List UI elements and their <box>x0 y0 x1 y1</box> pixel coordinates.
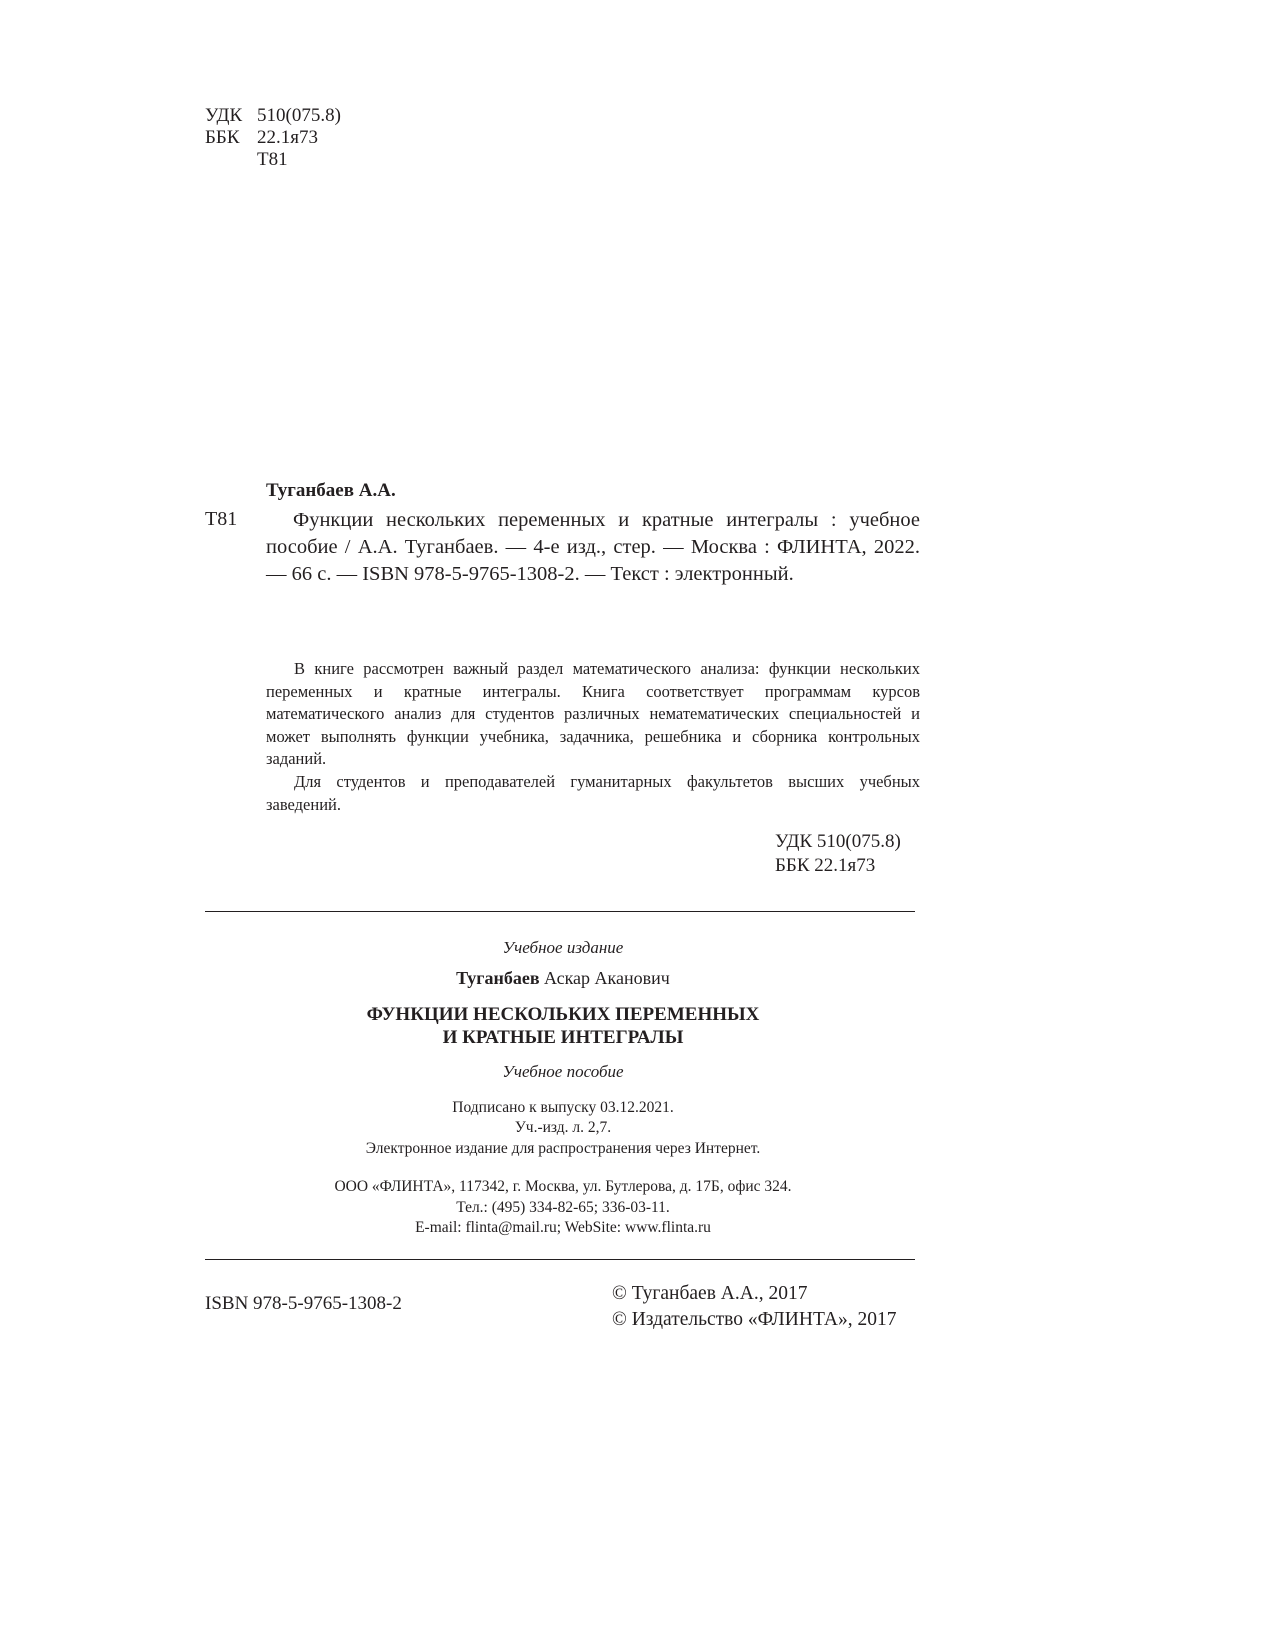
imprint-distribution: Электронное издание для распространения через Интернет. <box>365 1140 761 1157</box>
divider-top <box>205 911 915 912</box>
bbk-value: 22.1я73 <box>257 127 318 148</box>
copyright-author: © Туганбаев А.А., 2017 <box>612 1283 808 1304</box>
udk-label: УДК <box>205 105 243 126</box>
bib-record: Функции нескольких переменных и кратные интегралы : учебное пособие / А.А. Туганбаев. — 4-е изд., стер. — Москва : ФЛИНТА, 2022. — 66 с. — ISBN 978-5-9765-1308-2. — Текст : электронный. <box>266 509 920 585</box>
book-title-line-1: ФУНКЦИИ НЕСКОЛЬКИХ ПЕРЕМЕННЫХ <box>366 1004 760 1025</box>
author-surname: Туганбаев <box>456 968 540 988</box>
bbk-top <box>205 127 318 149</box>
publisher-contacts: E-mail: flinta@mail.ru; WebSite: www.flinta.ru <box>415 1219 711 1236</box>
copyright-publisher: © Издательство «ФЛИНТА», 2017 <box>612 1309 897 1330</box>
imprint-signed: Подписано к выпуску 03.12.2021. <box>452 1099 674 1116</box>
publication-type: Учебное пособие <box>502 1062 624 1081</box>
isbn: ISBN 978-5-9765-1308-2 <box>205 1293 402 1314</box>
book-title-line-2: И КРАТНЫЕ ИНТЕГРАЛЫ <box>442 1027 684 1048</box>
bib-author: Туганбаев А.А. <box>266 480 396 501</box>
book-title <box>205 1003 921 1049</box>
author-full-name <box>205 968 921 989</box>
publisher-address: ООО «ФЛИНТА», 117342, г. Москва, ул. Бутлерова, д. 17Б, офис 324. <box>334 1178 792 1195</box>
edition-type: Учебное издание <box>502 938 624 957</box>
bbk-label: ББК <box>205 127 240 148</box>
udk-value: 510(075.8) <box>257 105 341 126</box>
author-given-name: Аскар Аканович <box>544 968 670 988</box>
bbk-bottom: ББК 22.1я73 <box>775 855 876 876</box>
annotation-paragraph-2: Для студентов и преподавателей гуманитарных факультетов высших учебных заведений. <box>266 772 920 814</box>
publisher-phone: Тел.: (495) 334-82-65; 336-03-11. <box>456 1199 670 1216</box>
imprint-sheets: Уч.-изд. л. 2,7. <box>514 1119 612 1136</box>
author-mark-top: Т81 <box>257 149 288 170</box>
udk-top <box>205 105 341 127</box>
udk-bottom: УДК 510(075.8) <box>775 831 901 852</box>
bib-mark: Т81 <box>205 508 238 530</box>
annotation-paragraph-1: В книге рассмотрен важный раздел математического анализа: функции нескольких переменных и кратные интегралы. Книга соответствует программам курсов математического анализ для студентов различных нематематических специальностей и может выполнять функции учебника, задачника, решебника и сборника контрольных заданий. <box>266 659 920 768</box>
divider-bottom <box>205 1259 915 1260</box>
